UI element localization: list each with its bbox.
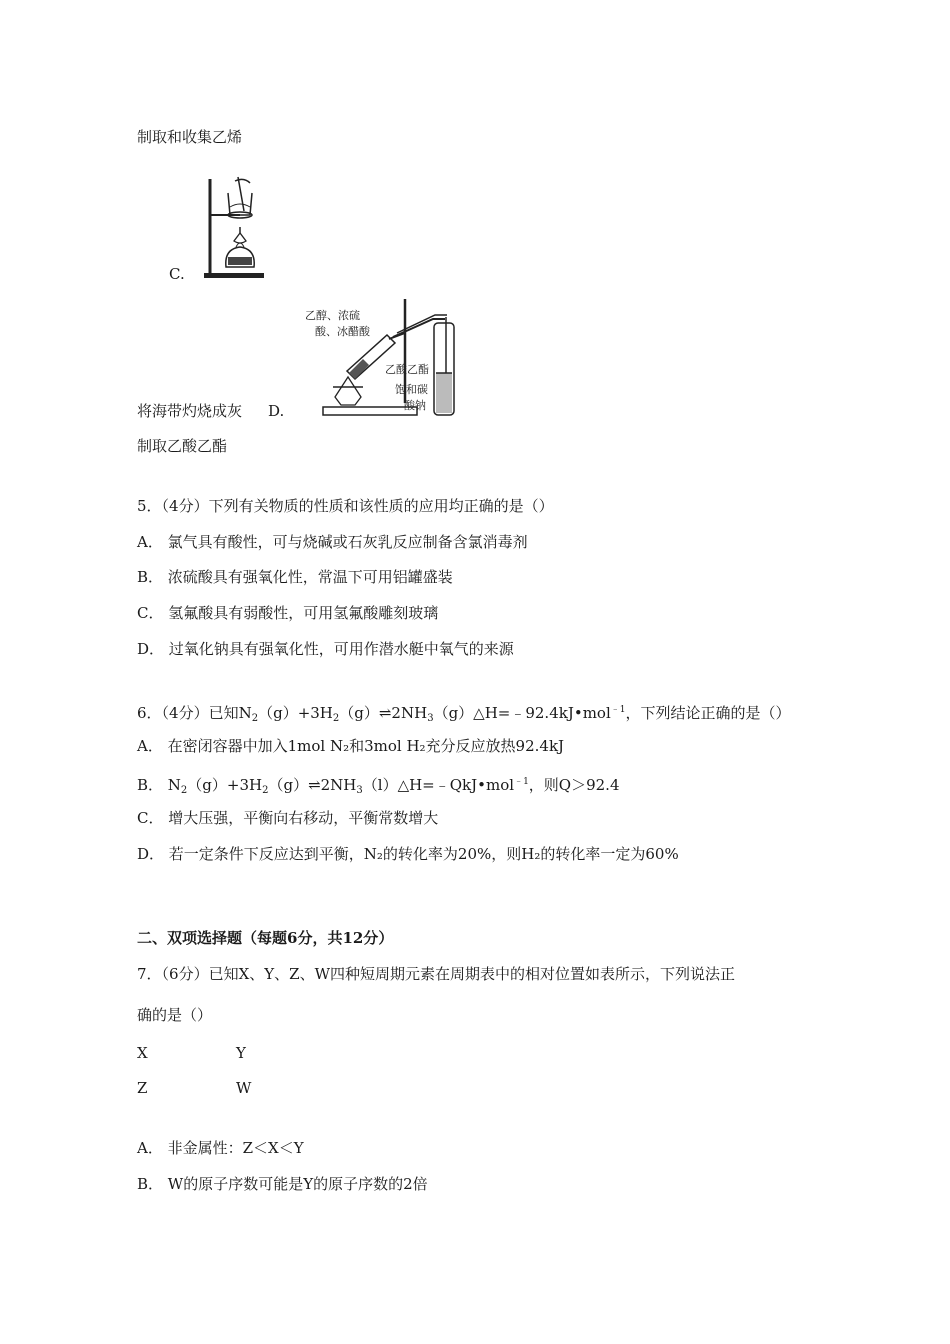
fig-label-solution-2: 酸钠 (404, 399, 426, 412)
caption-seaweed-ash: 将海带灼烧成灰 (137, 402, 243, 420)
q5-stem: 5．（4分）下列有关物质的性质和该性质的应用均正确的是（） (137, 497, 554, 515)
element-table-w: W (236, 1079, 252, 1097)
apparatus-figure-c (200, 175, 270, 285)
q7-stem-line2: 确的是（） (137, 1006, 213, 1024)
q5-option-a: A． 氯气具有酸性，可与烧碱或石灰乳反应制备含氯消毒剂 (137, 533, 528, 551)
q6-option-c: C． 增大压强，平衡向右移动，平衡常数增大 (137, 809, 439, 827)
fig-label-reagents-2: 酸、冰醋酸 (315, 325, 370, 338)
fig-label-reagents-1: 乙醇、浓硫 (305, 309, 360, 322)
fig-label-solution-1: 饱和碳 (395, 383, 428, 396)
q6-option-b: B． $N_2(g)+3H_2(g)\rightleftharpoons 2NH_3(l)\triangle H=﹣QkJ•mol^{﹣1}$，则Q＞92.4 (137, 776, 620, 796)
q6-option-d: D． 若一定条件下反应达到平衡，N₂的转化率为20%，则H₂的转化率一定为60% (137, 845, 679, 863)
fig-label-product: 乙酸乙酯 (385, 363, 429, 376)
q7-option-b: B． W的原子序数可能是Y的原子序数的2倍 (137, 1175, 428, 1193)
q7-option-a: A． 非金属性：Z＜X＜Y (137, 1139, 304, 1157)
q5-option-c: C． 氢氟酸具有弱酸性，可用氢氟酸雕刻玻璃 (137, 604, 439, 622)
section-2-title: 二、双项选择题（每题6分，共12分） (137, 929, 394, 947)
element-table-z: Z (137, 1079, 148, 1097)
element-table-x: X (137, 1044, 148, 1062)
option-d-label: D. (268, 402, 285, 420)
option-c-label: C. (169, 265, 185, 283)
apparatus-figure-d (303, 293, 475, 419)
q7-stem-line1: 7．（6分）已知X、Y、Z、W四种短周期元素在周期表中的相对位置如表所示，下列说法正 (137, 965, 736, 983)
element-table-y: Y (236, 1044, 246, 1062)
q5-option-b: B． 浓硫酸具有强氧化性，常温下可用铝罐盛装 (137, 568, 453, 586)
q6-option-a: A． 在密闭容器中加入1mol N₂和3mol H₂充分反应放热92.4kJ (137, 737, 565, 755)
caption-ethyl-acetate: 制取乙酸乙酯 (137, 437, 228, 455)
q5-option-d: D． 过氧化钠具有强氧化性，可用作潜水艇中氧气的来源 (137, 640, 514, 658)
caption-ethylene: 制取和收集乙烯 (137, 128, 243, 146)
q6-stem: 6．（4分）已知$N_2(g)+3H_2(g)\rightleftharpoons 2NH_3(g)\triangle H=﹣92.4kJ•mol^{﹣1}$，下列结论正确的是（） (137, 704, 791, 724)
